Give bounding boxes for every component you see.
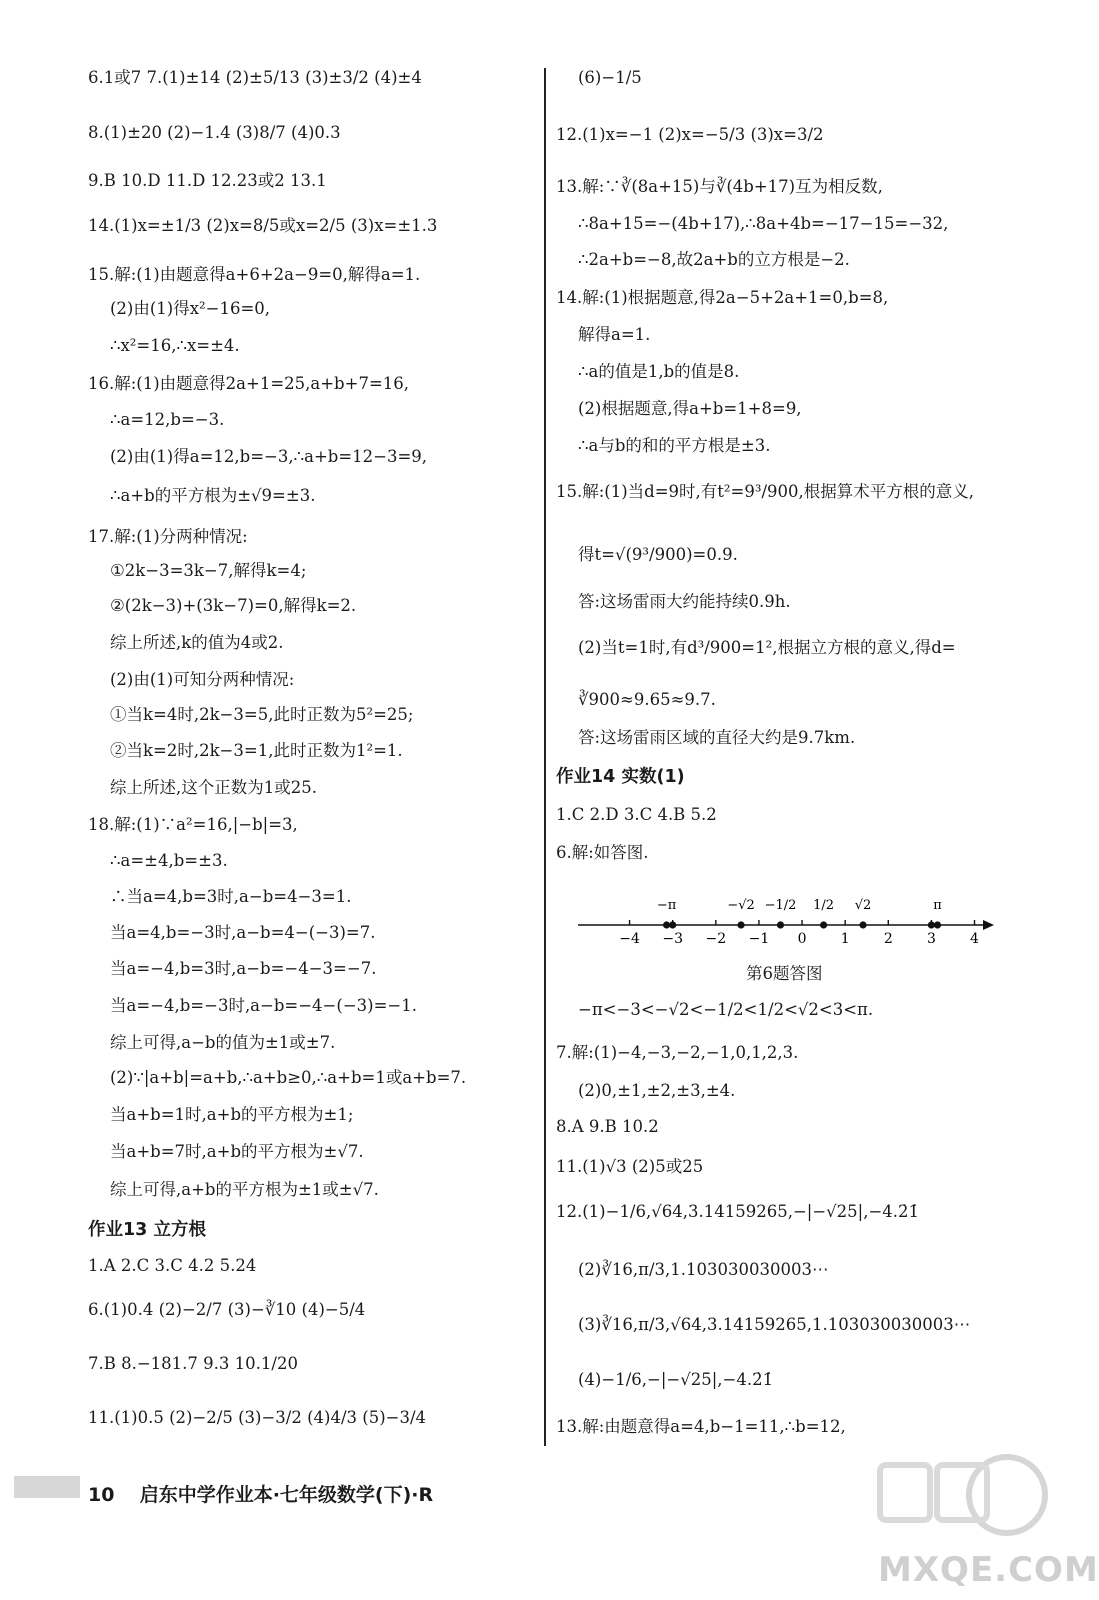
left-line: ②(2k−3)+(3k−7)=0,解得k=2. [110,596,357,615]
right-line: 12.(1)−1/6,√64,3.14159265,−|−√25|,−4.2̇1̇ [556,1202,920,1221]
left-line: 当a=−4,b=3时,a−b=−4−3=−7. [110,959,377,978]
right-line: ∴2a+b=−8,故2a+b的立方根是−2. [578,250,850,269]
left-line: 当a=4,b=−3时,a−b=4−(−3)=7. [110,923,376,942]
left-line: 综上可得,a−b的值为±1或±7. [110,1033,336,1052]
left-line: 6.1或7 7.(1)±14 (2)±5/13 (3)±3/2 (4)±4 [88,68,422,87]
point-label: −1/2 [764,898,797,913]
tick-label: −3 [662,931,684,947]
footer [88,1480,433,1507]
right-line: 14.解:(1)根据题意,得2a−5+2a+1=0,b=8, [556,288,889,307]
right-line: −π<−3<−√2<−1/2<1/2<√2<3<π. [578,1000,874,1019]
left-line: 当a+b=1时,a+b的平方根为±1; [110,1105,354,1124]
left-line: 7.B 8.−181.7 9.3 10.1/20 [88,1354,298,1373]
left-line: ∴a=±4,b=±3. [110,851,228,870]
figure-caption: 第6题答图 [746,964,823,983]
point-marker [777,921,784,928]
right-line: 12.(1)x=−1 (2)x=−5/3 (3)x=3/2 [556,125,824,144]
right-line: ∴a的值是1,b的值是8. [578,362,740,381]
right-line: 解得a=1. [578,325,651,344]
left-line: 18.解:(1)∵a²=16,|−b|=3, [88,815,298,834]
left-line: ②当k=2时,2k−3=1,此时正数为1²=1. [110,741,403,760]
left-line: 9.B 10.D 11.D 12.23或2 13.1 [88,171,327,190]
right-line: 6.解:如答图. [556,843,649,862]
left-line: 15.解:(1)由题意得a+6+2a−9=0,解得a=1. [88,265,421,284]
left-line: 11.(1)0.5 (2)−2/5 (3)−3/2 (4)4/3 (5)−3/4 [88,1408,427,1427]
left-line: ∴x²=16,∴x=±4. [110,336,240,355]
point-label: π [933,898,942,913]
right-line: (3)∛16,π/3,√64,3.14159265,1.103030030003⋯ [578,1315,971,1334]
right-line: ∴8a+15=−(4b+17),∴8a+4b=−17−15=−32, [578,214,949,233]
left-line: 6.(1)0.4 (2)−2/7 (3)−∛10 (4)−5/4 [88,1300,366,1319]
left-line: 14.(1)x=±1/3 (2)x=8/5或x=2/5 (3)x=±1.3 [88,216,438,235]
right-line: 13.解:由题意得a=4,b−1=11,∴b=12, [556,1417,846,1436]
column-divider [544,68,546,1446]
watermark-logo [872,1440,1042,1540]
watermark [862,1440,1099,1590]
right-line: 答:这场雷雨区域的直径大约是9.7km. [578,728,856,747]
right-line: 11.(1)√3 (2)5或25 [556,1157,704,1176]
right-line: 答:这场雷雨大约能持续0.9h. [578,592,791,611]
left-line: 1.A 2.C 3.C 4.2 5.24 [88,1256,257,1275]
left-line: 17.解:(1)分两种情况: [88,527,248,546]
tick-label: 1 [840,931,850,947]
left-line: ①当k=4时,2k−3=5,此时正数为5²=25; [110,705,414,724]
left-line: 当a+b=7时,a+b的平方根为±√7. [110,1142,364,1161]
right-line: ∴a与b的和的平方根是±3. [578,436,771,455]
left-line: 综上可得,a+b的平方根为±1或±√7. [110,1180,379,1199]
right-line: 得t=√(9³/900)=0.9. [578,545,738,564]
right-line: 8.A 9.B 10.2 [556,1117,659,1136]
left-line: 16.解:(1)由题意得2a+1=25,a+b+7=16, [88,374,410,393]
tick-label: 0 [797,931,807,947]
section-heading: 作业13 立方根 [88,1220,206,1240]
point-marker [663,921,670,928]
watermark-text: MXQE.COM [878,1550,1099,1590]
tick-label: 2 [883,931,893,947]
left-line: ∴当a=4,b=3时,a−b=4−3=1. [110,887,352,906]
left-line: 8.(1)±20 (2)−1.4 (3)8/7 (4)0.3 [88,123,341,142]
point-label: √2 [854,898,872,913]
right-line: 15.解:(1)当d=9时,有t²=9³/900,根据算术平方根的意义, [556,482,975,501]
left-line: 综上所述,这个正数为1或25. [110,778,317,797]
right-line: (2)根据题意,得a+b=1+8=9, [578,399,802,418]
tick-label: −2 [705,931,727,947]
number-line-figure [578,880,998,950]
right-line: (6)−1/5 [578,68,642,87]
point-marker [820,921,827,928]
point-label: 1/2 [813,898,835,913]
right-line: ∛900≈9.65≈9.7. [578,690,716,709]
right-line: 1.C 2.D 3.C 4.B 5.2 [556,805,717,824]
footer-bar [14,1476,80,1498]
left-line: (2)由(1)可知分两种情况: [110,670,295,689]
right-line: (2)0,±1,±2,±3,±4. [578,1081,736,1100]
left-line: (2)由(1)得x²−16=0, [110,299,271,318]
left-line: ①2k−3=3k−7,解得k=4; [110,561,307,580]
tick-label: −1 [748,931,770,947]
point-marker [859,921,866,928]
left-line: 当a=−4,b=−3时,a−b=−4−(−3)=−1. [110,996,417,1015]
section-heading: 作业14 实数(1) [556,767,685,787]
left-line: ∴a+b的平方根为±√9=±3. [110,486,316,505]
page-number: 10 [88,1484,115,1506]
axis-arrow-icon [983,920,994,930]
book-title: 启东中学作业本·七年级数学(下)·R [139,1484,434,1506]
point-label: −π [656,898,677,913]
tick-label: 3 [926,931,936,947]
right-line: (2)∛16,π/3,1.103030030003⋯ [578,1260,829,1279]
right-line: (4)−1/6,−|−√25|,−4.2̇1̇ [578,1370,774,1389]
right-line: 13.解:∵∛(8a+15)与∛(4b+17)互为相反数, [556,177,883,196]
tick-label: −4 [619,931,640,947]
point-marker [934,921,941,928]
right-line: 7.解:(1)−4,−3,−2,−1,0,1,2,3. [556,1043,799,1062]
left-line: ∴a=12,b=−3. [110,410,225,429]
tick-label: 4 [970,931,979,947]
point-label: −√2 [727,898,755,913]
left-line: (2)∵|a+b|=a+b,∴a+b≥0,∴a+b=1或a+b=7. [110,1068,467,1087]
left-line: 综上所述,k的值为4或2. [110,633,284,652]
right-line: (2)当t=1时,有d³/900=1²,根据立方根的意义,得d= [578,638,956,657]
point-marker [737,921,744,928]
left-line: (2)由(1)得a=12,b=−3,∴a+b=12−3=9, [110,447,428,466]
